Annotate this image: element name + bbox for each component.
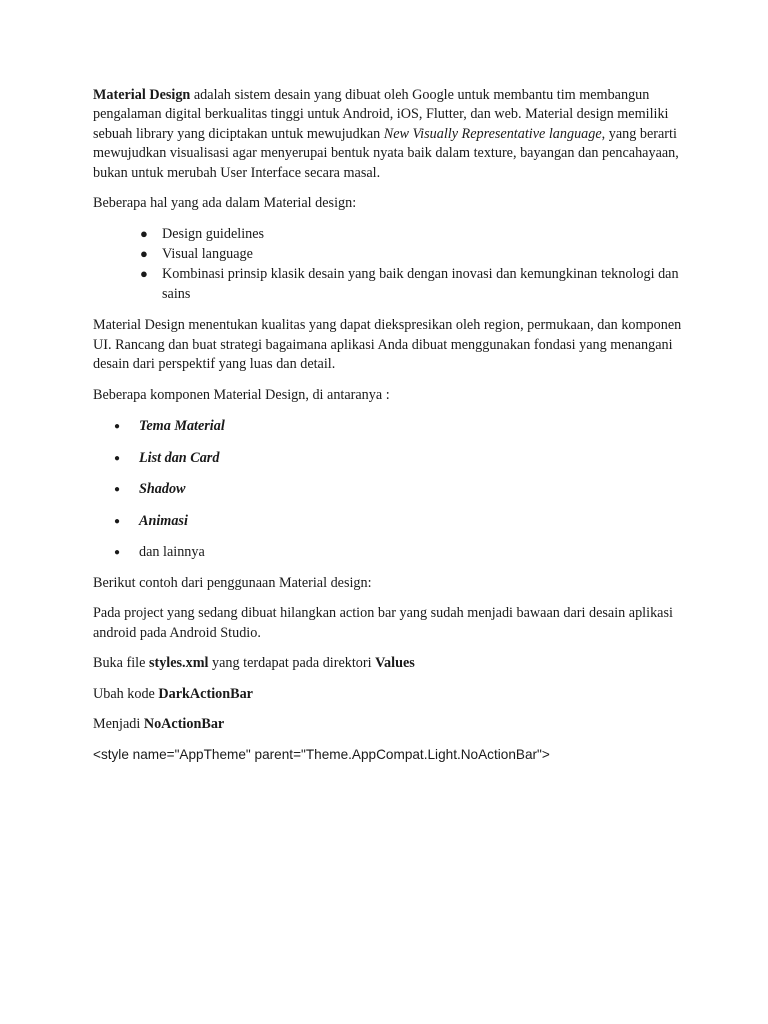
document-page (93, 86, 683, 776)
guidelines-list (93, 224, 683, 304)
list1-intro: Beberapa hal yang ada dalam Material design: (93, 195, 357, 212)
open-file-instruction: Buka file styles.xml yang terdapat pada direktori Values (93, 655, 415, 672)
bullet-icon: ● (114, 515, 121, 527)
code-dark-action-bar: DarkActionBar (158, 685, 253, 702)
intro-text-a: adalah sistem desain yang dibuat oleh Google untuk membantu tim membangun pengalaman digital berkualitas tinggi untuk Android, iOS, Flutter, dan web. Material design memiliki sebuah library yang diciptakan untuk mewujudkan (93, 87, 669, 142)
intro-text-b: , yang berarti mewujudkan visualisasi agar menyerupai bentuk nyata baik dalam texture, bayangan dan pencahayaan, bukan untuk merubah User Interface secara masal. (93, 125, 679, 181)
bullet-icon: ● (140, 246, 148, 262)
list-item: ● Animasi (139, 511, 683, 531)
list-item: ● Design guidelines (140, 226, 265, 243)
list-item: ● List dan Card (139, 448, 683, 468)
code-no-action-bar: NoActionBar (143, 716, 225, 733)
list-item: ● Visual language (140, 246, 253, 263)
components-list (93, 416, 683, 562)
intro-italic-phrase: New Visually Representative language (383, 125, 602, 142)
bullet-icon: ● (114, 547, 121, 559)
action-bar-paragraph: Pada project yang sedang dibuat hilangkan action bar yang sudah menjadi bawaan dari desain aplikasi android pada Android Studio. (93, 605, 673, 641)
list-item: ● Shadow (139, 479, 683, 499)
bullet-icon: ● (140, 226, 148, 242)
bullet-icon: ● (114, 452, 121, 464)
example-intro: Berikut contoh dari penggunaan Material design: (93, 575, 372, 592)
change-code-instruction: Ubah kode DarkActionBar (93, 685, 253, 702)
directory-values: Values (375, 655, 415, 672)
list-item: ● Tema Material (139, 416, 683, 436)
becomes-instruction: Menjadi NoActionBar (93, 716, 225, 733)
intro-bold-lead: Material Design (93, 87, 191, 103)
list-item: ● Kombinasi prinsip klasik desain yang baik dengan inovasi dan kemungkinan teknologi dan sains (140, 266, 679, 303)
quality-paragraph: Material Design menentukan kualitas yang dapat diekspresikan oleh region, permukaan, dan komponen UI. Rancang dan buat strategi bagaimana aplikasi Anda dibuat menggunakan fondasi yang menangani desain dari perspektif yang luas dan detail. (93, 317, 682, 373)
intro-paragraph (93, 86, 683, 183)
bullet-icon: ● (114, 421, 121, 433)
filename-styles-xml: styles.xml (148, 655, 209, 672)
list-item: ● dan lainnya (139, 542, 683, 562)
bullet-icon: ● (114, 484, 121, 496)
bullet-icon: ● (140, 266, 148, 282)
components-intro: Beberapa komponen Material Design, di antaranya : (93, 386, 390, 403)
code-snippet: <style name="AppTheme" parent="Theme.AppCompat.Light.NoActionBar"> (93, 747, 550, 763)
